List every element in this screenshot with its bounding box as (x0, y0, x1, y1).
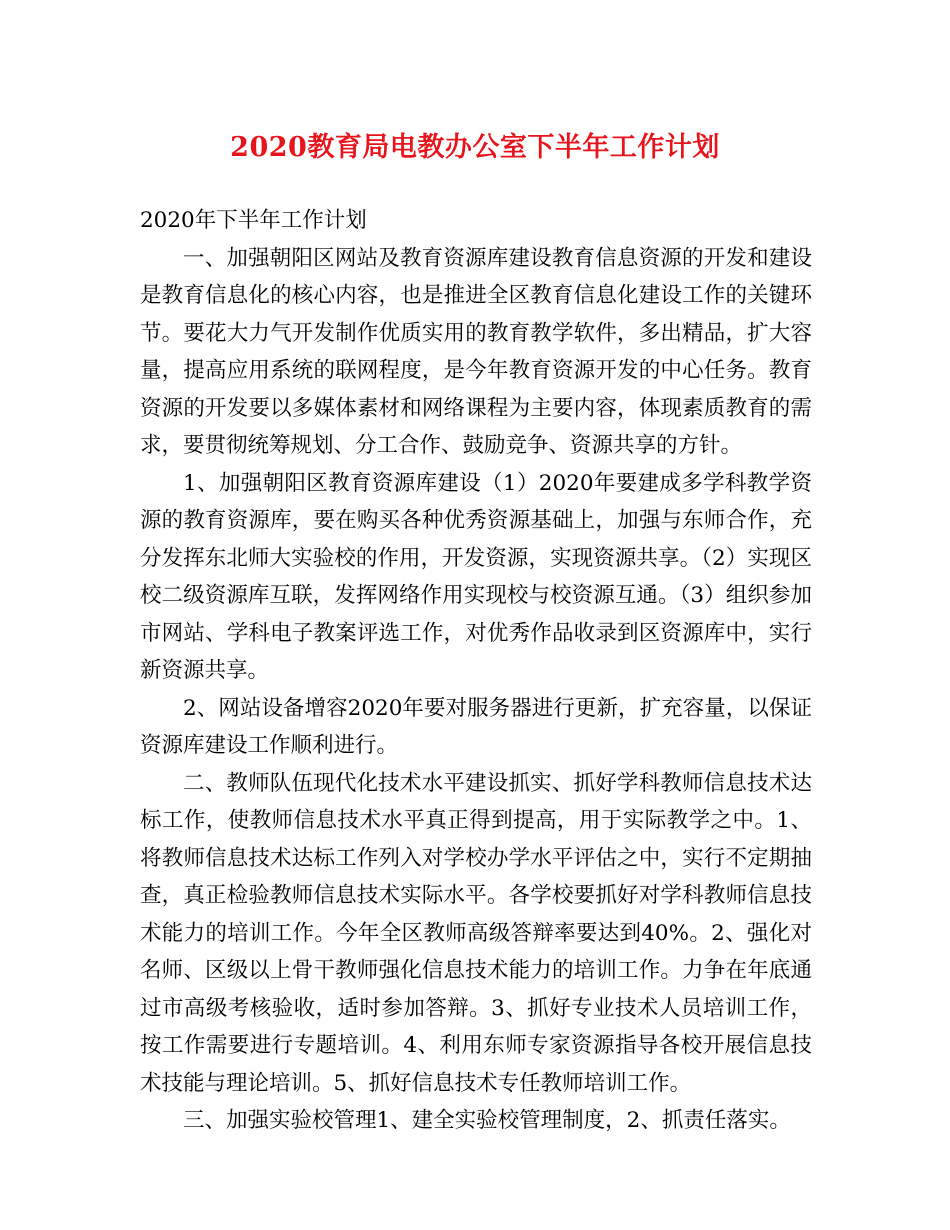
document-title: 2020教育局电教办公室下半年工作计划 (230, 132, 720, 163)
paragraph-item-2: 2、网站设备增容2020年要对服务器进行更新，扩充容量，以保证资源库建设工作顺利进行。 (140, 695, 812, 758)
paragraph-item-1: 1、加强朝阳区教育资源库建设（1）2020年要建成多学科教学资源的教育资源库，要在购买各种优秀资源基础上，加强与东师合作，充分发挥东北师大实验校的作用，开发资源，实现资源共享。（2）实现区校二级资源库互联，发挥网络作用实现校与校资源互通。（3）组织参加市网站、学科电子教案评选工作，对优秀作品收录到区资源库中，实行新资源共享。 (140, 470, 812, 683)
paragraph-section-1: 一、加强朝阳区网站及教育资源库建设教育信息资源的开发和建设是教育信息化的核心内容，也是推进全区教育信息化建设工作的关键环节。要花大力气开发制作优质实用的教育教学软件，多出精品，扩大容量，提高应用系统的联网程度，是今年教育资源开发的中心任务。教育资源的开发要以多媒体素材和网络课程为主要内容，体现素质教育的需求，要贯彻统筹规划、分工合作、鼓励竞争、资源共享的方针。 (140, 245, 812, 458)
document-subtitle: 2020年下半年工作计划 (140, 208, 367, 233)
paragraph-section-3: 三、加强实验校管理1、建全实验校管理制度，2、抓责任落实。 (183, 1108, 791, 1133)
paragraph-section-2: 二、教师队伍现代化技术水平建设抓实、抓好学科教师信息技术达标工作，使教师信息技术水平真正得到提高，用于实际教学之中。1、将教师信息技术达标工作列入对学校办学水平评估之中，实行不定期抽查，真正检验教师信息技术实际水平。各学校要抓好对学科教师信息技术能力的培训工作。今年全区教师高级答辩率要达到40%。2、强化对名师、区级以上骨干教师强化信息技术能力的培训工作。力争在年底通过市高级考核验收，适时参加答辩。3、抓好专业技术人员培训工作，按工作需要进行专题培训。4、利用东师专家资源指导各校开展信息技术技能与理论培训。5、抓好信息技术专任教师培训工作。 (140, 770, 812, 1096)
document-body (140, 202, 812, 1140)
